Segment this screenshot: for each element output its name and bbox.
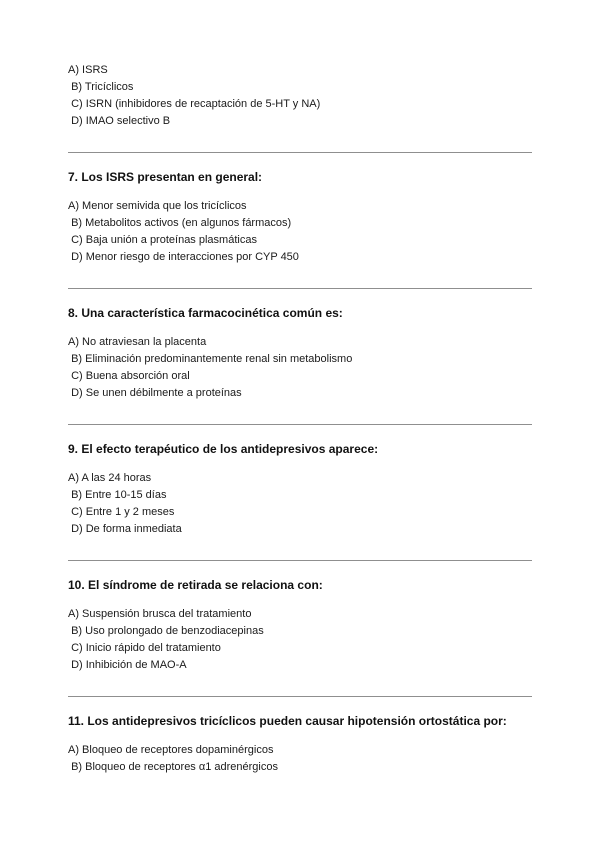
answer-options — [68, 198, 532, 266]
answer-option: B) Bloqueo de receptores α1 adrenérgicos — [68, 761, 278, 773]
answer-option: A) No atraviesan la placenta — [68, 336, 207, 348]
answer-option: A) ISRS — [68, 64, 108, 76]
answer-options — [68, 470, 532, 538]
answer-options-previous-question — [68, 62, 532, 130]
answer-option: C) Buena absorción oral — [68, 370, 190, 382]
answer-option: B) Uso prolongado de benzodiacepinas — [68, 625, 264, 637]
answer-option: B) Metabolitos activos (en algunos fármacos) — [68, 217, 292, 229]
question-block-10 — [68, 577, 532, 674]
question-title: 8. Una característica farmacocinética común es: — [68, 306, 343, 320]
answer-options — [68, 742, 532, 776]
answer-option: D) IMAO selectivo B — [68, 115, 171, 127]
answer-option: C) Inicio rápido del tratamiento — [68, 642, 221, 654]
answer-option: C) Entre 1 y 2 meses — [68, 506, 175, 518]
section-divider — [68, 696, 532, 697]
question-title: 9. El efecto terapéutico de los antidepresivos aparece: — [68, 442, 379, 456]
answer-options — [68, 334, 532, 402]
question-block-11 — [68, 713, 532, 776]
section-divider — [68, 288, 532, 289]
answer-option: C) Baja unión a proteínas plasmáticas — [68, 234, 257, 246]
answer-option: D) Menor riesgo de interacciones por CYP 450 — [68, 251, 299, 263]
answer-option: A) Suspensión brusca del tratamiento — [68, 608, 252, 620]
answer-option: C) ISRN (inhibidores de recaptación de 5-HT y NA) — [68, 98, 321, 110]
answer-option: B) Tricíclicos — [68, 81, 134, 93]
answer-option: A) A las 24 horas — [68, 472, 152, 484]
question-block-9 — [68, 441, 532, 538]
question-title: 10. El síndrome de retirada se relaciona con: — [68, 578, 323, 592]
answer-option: D) Inhibición de MAO-A — [68, 659, 187, 671]
section-divider — [68, 152, 532, 153]
answer-option: D) De forma inmediata — [68, 523, 182, 535]
answer-options — [68, 606, 532, 674]
answer-option: B) Entre 10-15 días — [68, 489, 167, 501]
question-title: 11. Los antidepresivos tricíclicos pueden causar hipotensión ortostática por: — [68, 714, 507, 728]
section-divider — [68, 424, 532, 425]
question-title: 7. Los ISRS presentan en general: — [68, 170, 263, 184]
answer-option: A) Menor semivida que los tricíclicos — [68, 200, 247, 212]
section-divider — [68, 560, 532, 561]
answer-option: D) Se unen débilmente a proteínas — [68, 387, 242, 399]
question-block-8 — [68, 305, 532, 402]
answer-option: B) Eliminación predominantemente renal sin metabolismo — [68, 353, 353, 365]
answer-option: A) Bloqueo de receptores dopaminérgicos — [68, 744, 274, 756]
question-block-7 — [68, 169, 532, 266]
